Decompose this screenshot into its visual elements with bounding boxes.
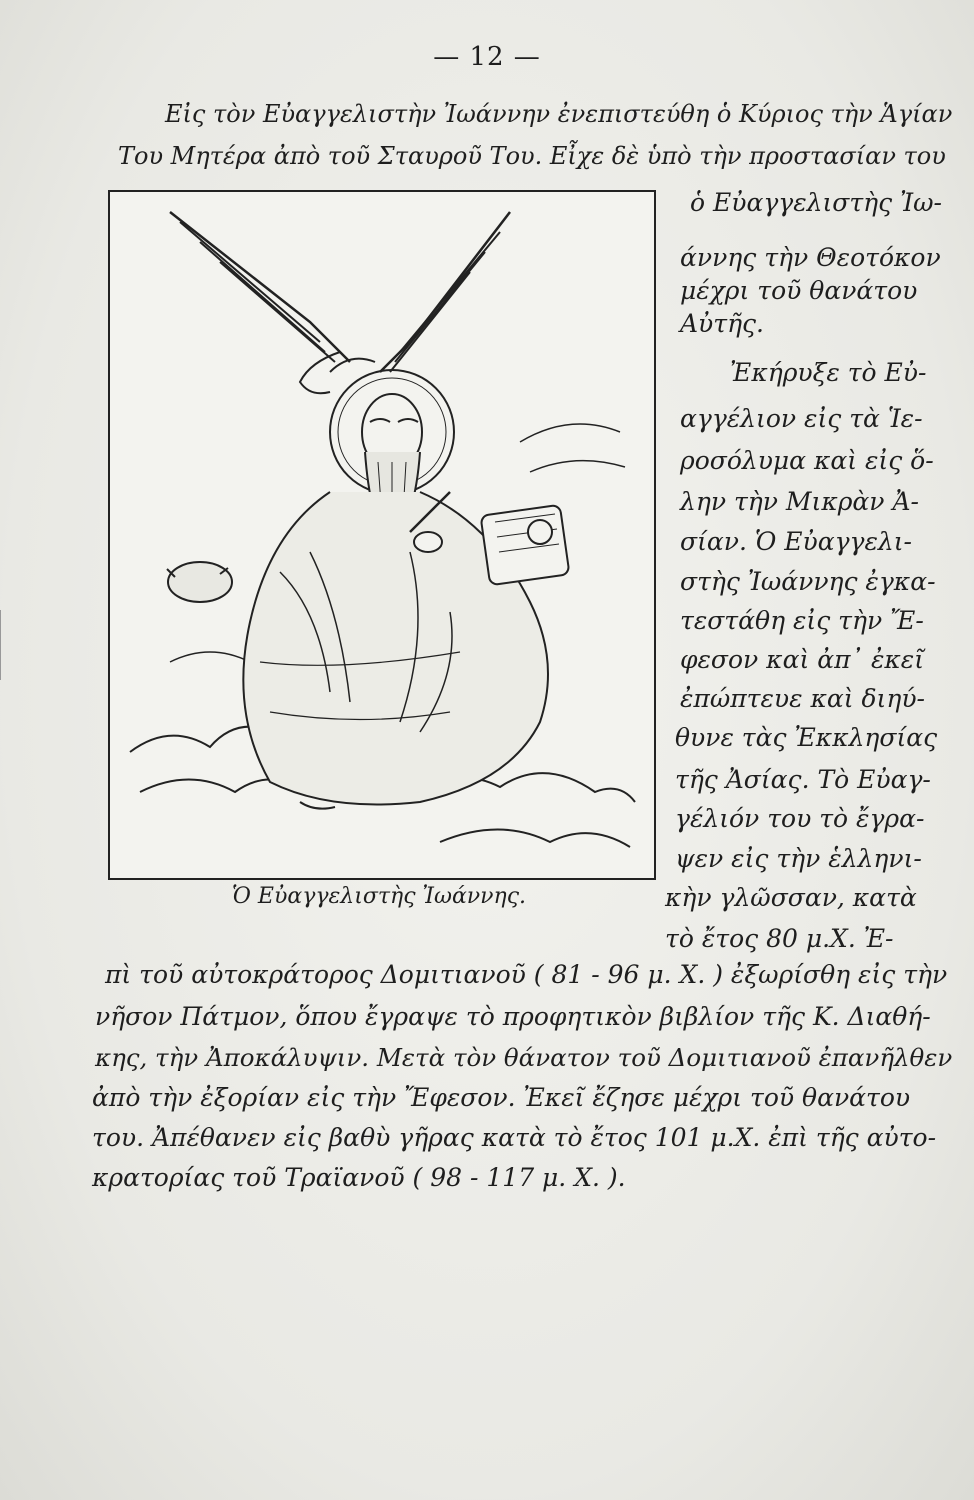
margin-mark [0, 610, 9, 680]
text-line: σίαν. Ὁ Εὐαγγελι- [680, 527, 912, 556]
text-line: θυνε τὰς Ἐκκλησίας [675, 723, 938, 752]
figure-caption: Ὁ Εὐαγγελιστὴς Ἰωάννης. [232, 884, 527, 909]
text-line: ἐπώπτευε καὶ διηύ- [680, 684, 925, 713]
text-line: μέχρι τοῦ θανάτου [680, 276, 918, 305]
page-number: — 12 — [433, 42, 541, 72]
text-line: άννης τὴν Θεοτόκον [680, 243, 941, 272]
text-line: τεστάθη εἰς τὴν Ἔ- [680, 606, 924, 635]
text-line: κης, τὴν Ἀποκάλυψιν. Μετὰ τὸν θάνατον τοῦ Δομιτιανοῦ ἐπανῆλθεν [95, 1043, 953, 1072]
text-line: Αὐτῆς. [680, 309, 765, 338]
engraving-drawing [110, 192, 656, 880]
text-line: πὶ τοῦ αὐτοκράτορος Δομιτιανοῦ ( 81 - 96 μ. Χ. ) ἐξωρίσθη εἰς τὴν [105, 960, 948, 989]
text-line: νῆσον Πάτμον, ὅπου ἔγραψε τὸ προφητικὸν βιβλίον τῆς Κ. Διαθή- [95, 1002, 931, 1031]
text-line: του. Ἀπέθανεν εἰς βαθὺ γῆρας κατὰ τὸ ἔτος 101 μ.Χ. ἐπὶ τῆς αὐτο- [92, 1123, 937, 1152]
text-line: ἀπὸ τὴν ἐξορίαν εἰς τὴν Ἔφεσον. Ἐκεῖ ἔζησε μέχρι τοῦ θανάτου [92, 1083, 911, 1112]
text-line: στὴς Ἰωάννης ἐγκα- [680, 567, 936, 596]
text-line: αγγέλιον εἰς τὰ Ἱε- [680, 404, 923, 433]
text-line: ὁ Εὐαγγελιστὴς Ἰω- [690, 188, 942, 217]
text-line: Εἰς τὸν Εὐαγγελιστὴν Ἰωάννην ἐνεπιστεύθη ὁ Κύριος τὴν Ἁγίαν [165, 100, 953, 128]
text-line: Του Μητέρα ἀπὸ τοῦ Σταυροῦ Του. Εἶχε δὲ ὑπὸ τὴν προστασίαν του [118, 142, 946, 170]
text-line: τῆς Ἀσίας. Τὸ Εὐαγ- [675, 765, 931, 794]
text-line: γέλιόν του τὸ ἔγρα- [675, 804, 925, 833]
text-line: λην τὴν Μικρὰν Ἀ- [680, 487, 919, 516]
evangelist-john-illustration [108, 190, 656, 880]
text-line: ροσόλυμα καὶ εἰς ὅ- [680, 446, 934, 475]
text-line: κὴν γλῶσσαν, κατὰ [665, 883, 917, 912]
text-line: φεσον καὶ ἀπ᾿ ἐκεῖ [680, 645, 924, 674]
text-line: κρατορίας τοῦ Τραϊανοῦ ( 98 - 117 μ. Χ. ). [92, 1163, 626, 1192]
text-line: ψεν εἰς τὴν ἑλληνι- [675, 844, 922, 873]
text-line: Ἐκήρυξε τὸ Εὐ- [730, 358, 927, 387]
text-line: τὸ ἔτος 80 μ.Χ. Ἐ- [665, 924, 894, 953]
